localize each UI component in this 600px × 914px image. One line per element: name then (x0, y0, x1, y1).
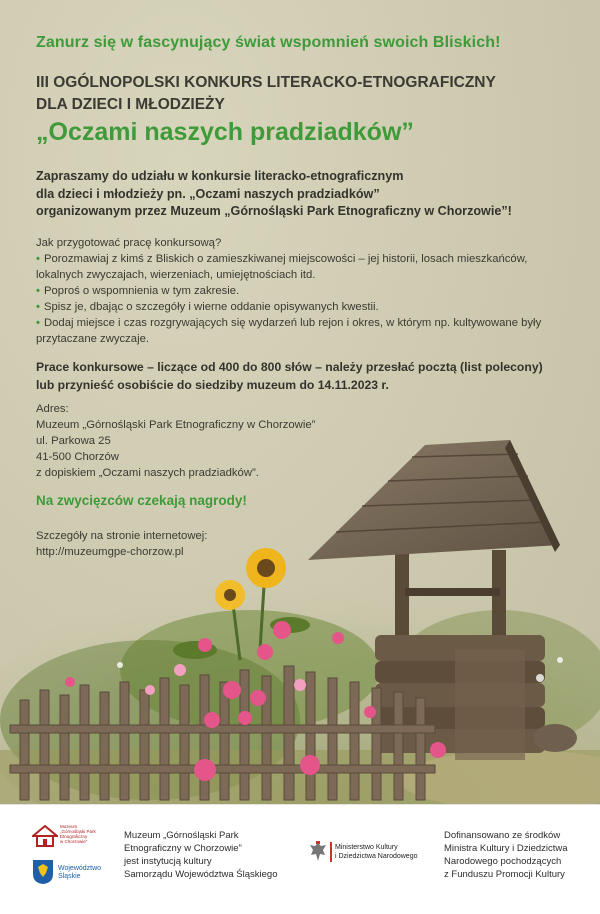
howto-section (36, 235, 566, 347)
deadline-line: Prace konkursowe – liczące od 400 do 800 słów – należy przesłać pocztą (list polecony) (36, 360, 543, 374)
address-line: Adres: (36, 403, 69, 415)
ministry-logo: Ministerstwo Kultury i Dziedzictwa Narodowego (308, 841, 438, 865)
tagline: Zanurz się w fascynujący świat wspomnień swoich Bliskich! (36, 34, 501, 51)
deadline-line: lub przynieść osobiście do siedziby muzeum do 14.11.2023 r. (36, 377, 389, 392)
list-item: • Poproś o wspomnienia w tym zakresie. (36, 285, 240, 297)
polish-eagle-icon (308, 841, 328, 863)
website-link[interactable]: http://muzeumgpe-chorzow.pl (36, 546, 184, 558)
bullet-icon: • (36, 317, 40, 329)
intro-line: organizowanym przez Muzeum „Górnośląski Park Etnograficzny w Chorzowie”! (36, 204, 512, 218)
bullet-icon: • (36, 301, 40, 313)
website-label: Szczegóły na stronie internetowej: (36, 530, 208, 542)
address-block (36, 401, 376, 481)
museum-house-icon (32, 825, 58, 847)
list-item: • Porozmawiaj z kimś z Bliskich o zamieszkiwanej miejscowości – jej historii, losach mieszkańców, lokalnych zwyczajach, wierzeniach, umiejętnościach itd. (36, 253, 528, 281)
address-line: 41-500 Chorzów (36, 451, 119, 463)
deadline-paragraph (36, 359, 576, 394)
prizes-text: Na zwycięzców czekają nagrody! (36, 493, 247, 508)
funding-info: Dofinansowano ze środków Ministra Kultury i Dziedzictwa Narodowego pochodzących z Funduszu Promocji Kultury (444, 830, 568, 880)
red-divider (330, 842, 332, 862)
intro-line: Zapraszamy do udziału w konkursie literacko-etnograficznym (36, 169, 404, 183)
contest-title-line: III OGÓLNOPOLSKI KONKURS LITERACKO-ETNOGRAFICZNY (36, 74, 496, 91)
intro-line: dla dzieci i młodzieży pn. „Oczami naszych pradziadków” (36, 186, 380, 201)
address-line: Muzeum „Górnośląski Park Etnograficzny w Chorzowie” (36, 419, 316, 431)
list-item: • Spisz je, dbając o szczegóły i wierne oddanie opisywanych kwestii. (36, 301, 379, 313)
howto-list (36, 251, 566, 347)
museum-logo: Muzeum „Górnośląski Park Etnograficzny w Chorzowie” (32, 823, 102, 853)
contest-name: „Oczami naszych pradziadków” (36, 118, 414, 146)
contest-title-line: DLA DZIECI I MŁODZIEŻY (36, 96, 225, 113)
wojewodztwo-logo: Województwo Śląskie (32, 859, 102, 887)
museum-info: Muzeum „Górnośląski Park Etnograficzny w Chorzowie” jest instytucją kultury Samorządu Województwa Śląskiego (124, 830, 278, 880)
bullet-icon: • (36, 285, 40, 297)
address-line: z dopiskiem „Oczami naszych pradziadków”. (36, 467, 259, 479)
footer (0, 804, 600, 914)
bullet-icon: • (36, 253, 40, 265)
list-item: • Dodaj miejsce i czas rozgrywających się wydarzeń lub rejon i okres, w którym np. kultywowane były przytaczane zwyczaje. (36, 317, 542, 345)
eagle-crest-icon (32, 859, 54, 885)
intro-paragraph (36, 168, 576, 221)
contest-title (36, 72, 576, 116)
howto-question: Jak przygotować pracę konkursową? (36, 237, 222, 249)
website-block (36, 528, 336, 560)
address-line: ul. Parkowa 25 (36, 435, 111, 447)
